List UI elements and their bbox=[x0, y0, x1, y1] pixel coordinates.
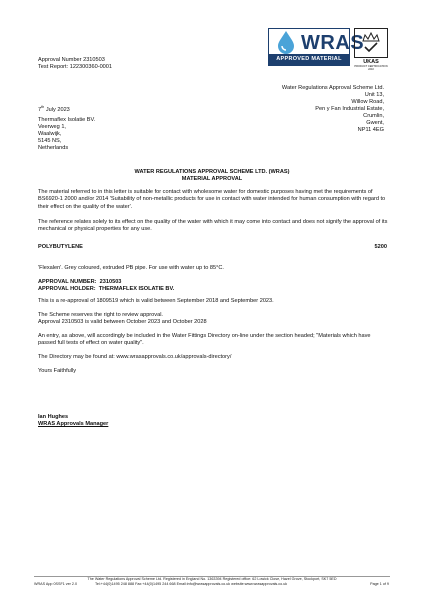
ukas-logo-number: 2210 bbox=[368, 68, 374, 71]
directory-entry-statement: An entry, as above, will accordingly be included in the Water Fittings Directory on-line under the section headed; "Materials which have passed full tests of effect on water quality". bbox=[38, 333, 371, 347]
address-line: Water Regulations Approval Scheme Ltd. bbox=[281, 85, 384, 91]
approval-number-row bbox=[38, 279, 121, 286]
recipient-line: 5145 NS, bbox=[38, 138, 62, 144]
approval-number-value: 2310503 bbox=[99, 279, 122, 285]
signatory-title: WRAS Approvals Manager bbox=[38, 421, 109, 427]
recipient-line: Thermaflex Isolatie BV. bbox=[38, 117, 96, 123]
address-line: Pen y Fan Industrial Estate, bbox=[315, 106, 384, 112]
test-report-line: Test Report: 122300360-0001 bbox=[38, 64, 113, 70]
ukas-logo-sub: PRODUCT CERTIFICATION bbox=[354, 65, 388, 68]
letter-date bbox=[38, 104, 70, 114]
recipient-line: Veerweg 1, bbox=[38, 124, 66, 130]
material-description: 'Flexalen'. Grey coloured, extruded PB pipe. For use with water up to 85°C. bbox=[38, 265, 224, 271]
approval-holder-row bbox=[38, 286, 174, 293]
address-line: Gwent, bbox=[366, 120, 384, 126]
wras-logo-text: WRAS bbox=[301, 32, 365, 54]
approval-holder-label: APPROVAL HOLDER: bbox=[38, 286, 96, 292]
address-line: Unit 13, bbox=[364, 92, 384, 98]
scheme-address bbox=[204, 85, 384, 134]
wras-logo bbox=[268, 28, 365, 66]
water-drop-icon bbox=[271, 29, 301, 55]
approval-holder-value: THERMAFLEX ISOLATIE BV. bbox=[98, 286, 175, 292]
date-rest: July 2023 bbox=[44, 106, 70, 113]
address-line: NP11 4EG bbox=[357, 127, 384, 133]
footer-registration: The Water Regulations Approval Scheme Ltd. Registered in England No. 1363394 Registered office: 62 Lowick Close, Hazel Grove, Stockport, SK7 5ED bbox=[87, 577, 337, 581]
letter-title-1: WATER REGULATIONS APPROVAL SCHEME LTD. (WRAS) bbox=[134, 169, 290, 175]
approval-number-label: APPROVAL NUMBER: bbox=[38, 279, 97, 285]
date-suffix: th bbox=[41, 105, 45, 109]
review-statement: The Scheme reserves the right to review approval. bbox=[38, 312, 163, 318]
footer-contact: Tel:+44(0)1495 248 888 Fax:+44(0)1495 244 668 Email:info@wrasapprovals.co.uk website:www.wrasapprovals.co.uk bbox=[95, 582, 288, 586]
recipient-line: Netherlands bbox=[38, 145, 69, 151]
letter-title-2: MATERIAL APPROVAL bbox=[181, 176, 243, 182]
crown-tick-icon bbox=[355, 29, 387, 57]
recipient-address bbox=[38, 117, 95, 152]
signatory-name: Ian Hughes bbox=[38, 414, 69, 420]
approval-number-line: Approval Number 2310503 bbox=[38, 57, 105, 63]
footer-page-number: Page 1 of 9 bbox=[370, 582, 389, 586]
reapproval-statement: This is a re-approval of 1809519 which is valid between September 2018 and September 2023. bbox=[38, 298, 274, 304]
footer-form-version: WRAS App 0SSF1 ver 2.0 bbox=[34, 582, 78, 586]
directory-link[interactable]: The Directory may be found at: www.wrasapprovals.co.uk/approvals-directory/ bbox=[38, 354, 232, 360]
material-name: POLYBUTYLENE bbox=[38, 244, 83, 250]
ukas-logo-text: UKAS bbox=[363, 59, 379, 65]
date-day: 7 bbox=[38, 106, 42, 113]
paragraph-reference: The reference relates solely to its effect on the quality of the water with which it may come into contact and does not signify the approval of its mechanical or physical properties for any use. bbox=[38, 219, 388, 233]
validity-statement: Approval 2310503 is valid between October 2023 and October 2028 bbox=[38, 319, 207, 325]
closing-salutation: Yours Faithfully bbox=[38, 368, 77, 374]
address-line: Willow Road, bbox=[351, 99, 384, 105]
recipient-line: Waalwijk, bbox=[38, 131, 62, 137]
ukas-logo bbox=[354, 28, 388, 76]
wras-logo-tagline: APPROVED MATERIAL bbox=[276, 56, 342, 62]
paragraph-suitability: The material referred to in this letter is suitable for contact with wholesome water for domestic purposes having met the requirements of BS6920-1 2000 and/or 2014 'Suitability of non-metallic products for use in contact with water intended for human consumption with regard to their effect on the quality of the water'. bbox=[38, 189, 386, 210]
material-code: 5200 bbox=[374, 244, 387, 250]
address-line: Crumlin, bbox=[363, 113, 384, 119]
